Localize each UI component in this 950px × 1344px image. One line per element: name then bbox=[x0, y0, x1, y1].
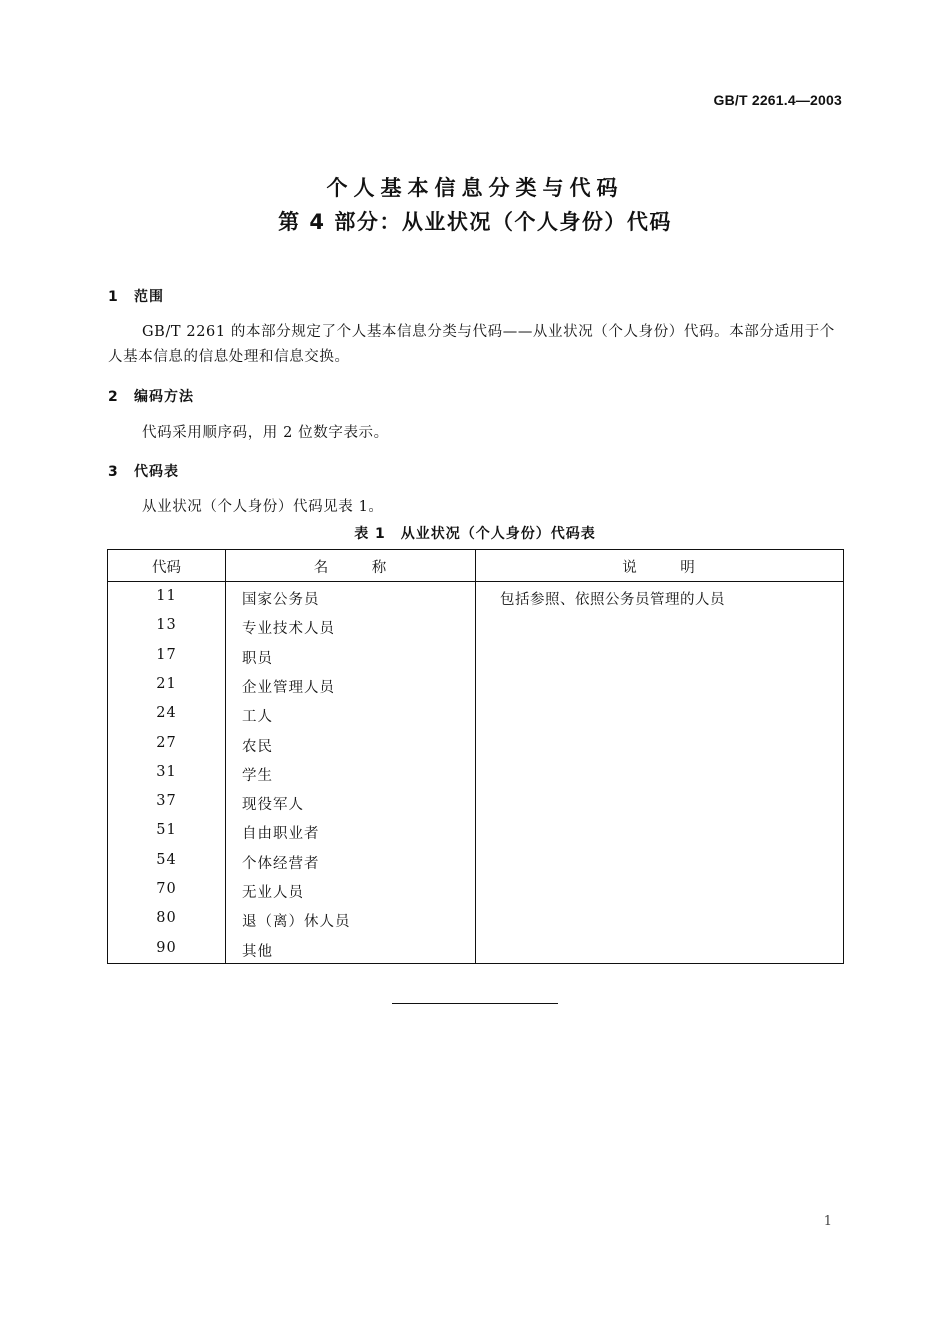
table-row bbox=[108, 647, 843, 676]
section-heading-coding-method bbox=[108, 386, 194, 406]
table-caption: 表 1 从业状况（个人身份）代码表 bbox=[354, 526, 596, 542]
cell-code: 27 bbox=[156, 734, 177, 751]
column-header-note: 说 明 bbox=[622, 560, 695, 576]
cell-code: 24 bbox=[156, 705, 177, 722]
section-heading-code-table bbox=[108, 461, 179, 481]
table-row bbox=[108, 676, 843, 705]
cell-name: 个体经营者 bbox=[242, 855, 320, 872]
table-row bbox=[108, 852, 843, 881]
section-heading-scope bbox=[108, 286, 164, 306]
table-row bbox=[108, 705, 843, 734]
document-title-line-2: 第 4 部分：从业状况（个人身份）代码 bbox=[278, 210, 672, 234]
cell-code: 90 bbox=[156, 939, 177, 956]
cell-code: 17 bbox=[156, 646, 177, 663]
cell-name: 国家公务员 bbox=[242, 592, 320, 608]
cell-code: 51 bbox=[156, 822, 177, 839]
cell-name: 农民 bbox=[242, 738, 273, 755]
section-number: 1 bbox=[108, 289, 119, 305]
section-paragraph-scope: GB/T 2261 的本部分规定了个人基本信息分类与代码——从业状况（个人身份）代码。本部分适用于个人基本信息的信息处理和信息交换。 bbox=[108, 324, 835, 365]
cell-name: 退（离）休人员 bbox=[242, 914, 351, 931]
code-table bbox=[107, 549, 844, 964]
document-title-line-1: 个人基本信息分类与代码 bbox=[326, 176, 624, 200]
page-number: 1 bbox=[823, 1214, 832, 1229]
table-row bbox=[108, 910, 843, 939]
cell-code: 13 bbox=[156, 617, 177, 634]
cell-name: 学生 bbox=[242, 767, 273, 784]
end-of-document-rule bbox=[392, 1003, 558, 1004]
section-number: 2 bbox=[108, 389, 119, 405]
table-row bbox=[108, 793, 843, 822]
cell-name: 自由职业者 bbox=[242, 826, 320, 843]
table-row bbox=[108, 617, 843, 646]
section-paragraph-code-table: 从业状况（个人身份）代码见表 1。 bbox=[142, 499, 384, 515]
table-row bbox=[108, 588, 843, 617]
standard-number: GB/T 2261.4—2003 bbox=[713, 92, 842, 108]
section-title: 代码表 bbox=[134, 464, 179, 480]
header-divider bbox=[108, 581, 843, 582]
section-number: 3 bbox=[108, 464, 119, 480]
section-title: 范围 bbox=[134, 289, 164, 305]
cell-name: 职员 bbox=[242, 650, 273, 667]
section-paragraph-coding-method: 代码采用顺序码，用 2 位数字表示。 bbox=[142, 425, 389, 441]
cell-code: 70 bbox=[156, 881, 177, 897]
cell-code: 31 bbox=[156, 763, 177, 780]
column-header-code: 代码 bbox=[152, 560, 181, 576]
cell-note: 包括参照、依照公务员管理的人员 bbox=[500, 592, 725, 608]
cell-name: 其他 bbox=[242, 943, 273, 960]
cell-code: 11 bbox=[156, 588, 177, 604]
cell-code: 37 bbox=[156, 793, 177, 810]
cell-name: 工人 bbox=[242, 709, 273, 726]
table-row bbox=[108, 940, 843, 969]
cell-name: 专业技术人员 bbox=[242, 621, 335, 638]
cell-code: 21 bbox=[156, 675, 177, 692]
table-row bbox=[108, 735, 843, 764]
cell-name: 现役军人 bbox=[242, 797, 304, 814]
table-row bbox=[108, 881, 843, 910]
cell-name: 无业人员 bbox=[242, 885, 304, 901]
column-header-name: 名 称 bbox=[313, 560, 387, 576]
table-row bbox=[108, 764, 843, 793]
cell-code: 54 bbox=[156, 851, 177, 868]
cell-name: 企业管理人员 bbox=[242, 679, 335, 696]
cell-code: 80 bbox=[156, 910, 177, 927]
table-row bbox=[108, 822, 843, 851]
section-title: 编码方法 bbox=[134, 389, 194, 405]
